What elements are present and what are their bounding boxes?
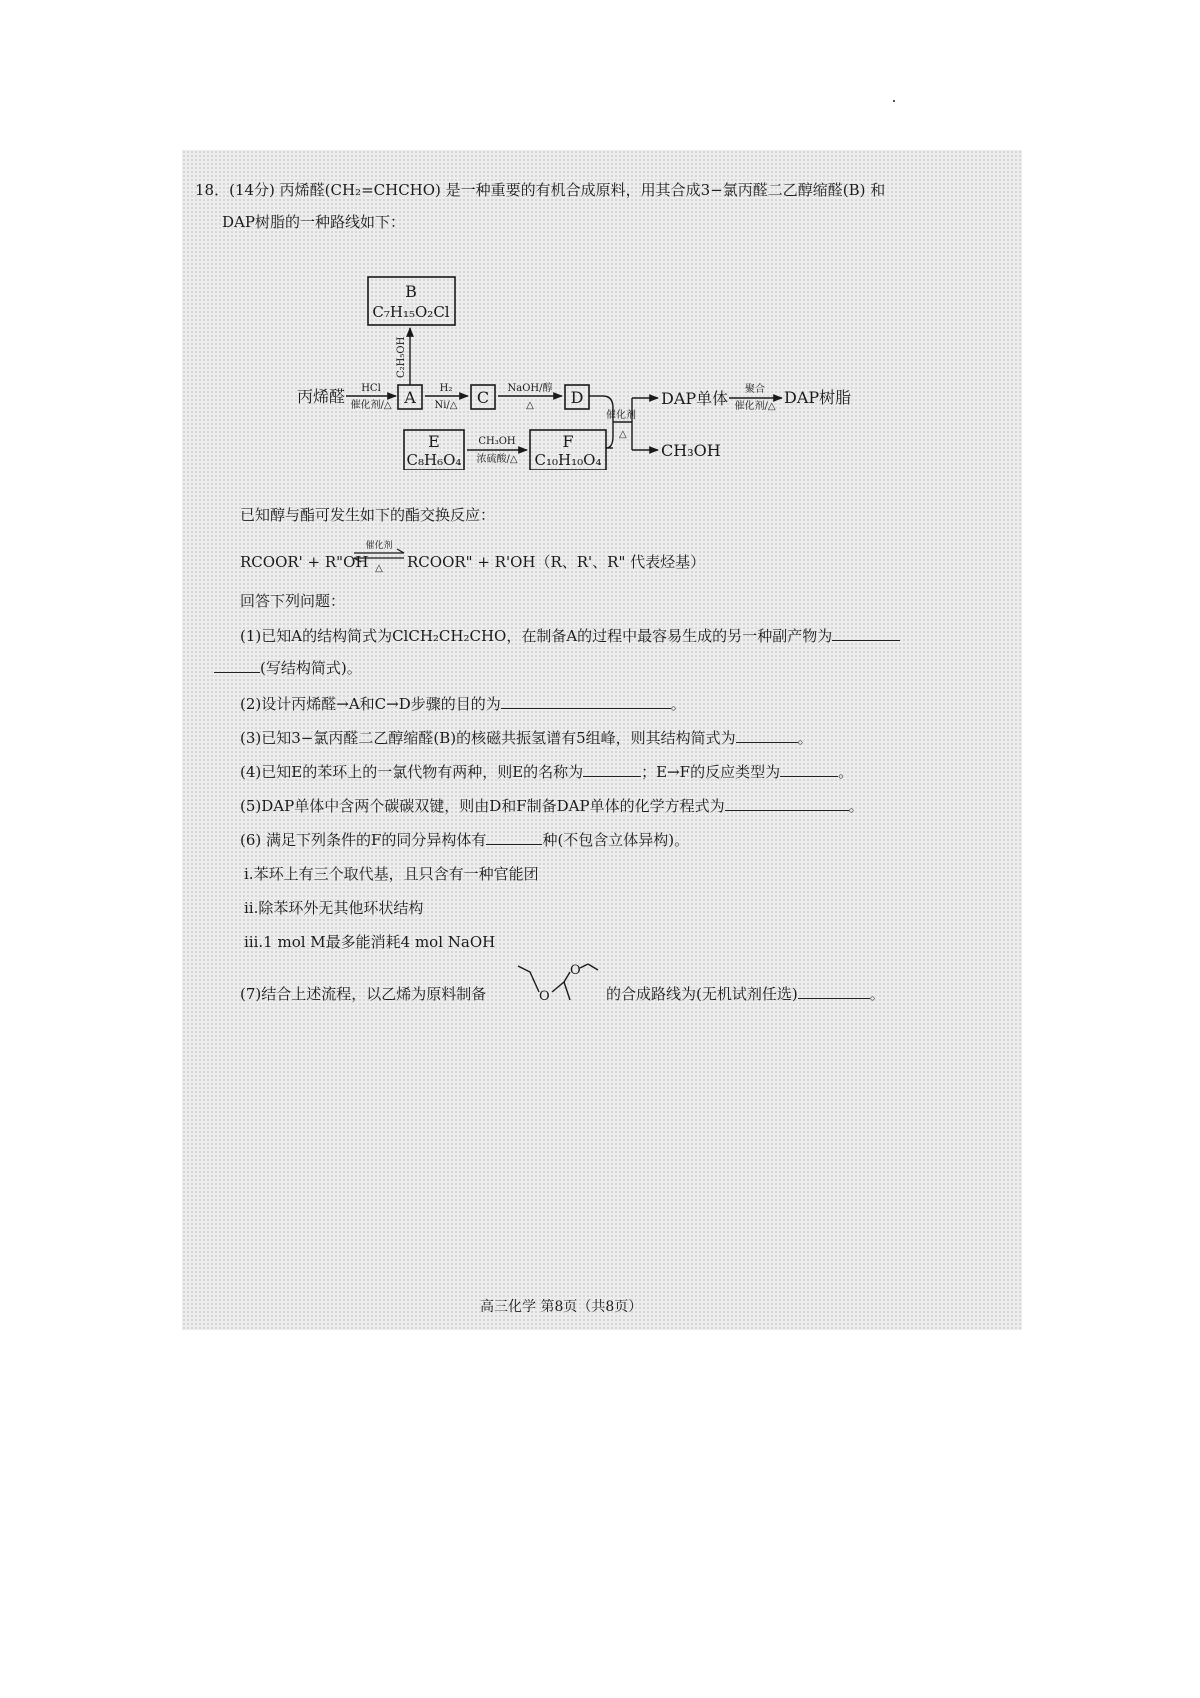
q4-answer-blank-1[interactable]: [583, 762, 641, 777]
q1-line: [240, 626, 900, 646]
q6-end: 种(不包含立体异构)。: [542, 831, 690, 849]
q4-answer-blank-2[interactable]: [780, 762, 838, 777]
f-label: F: [562, 432, 574, 451]
condition-heat-1: △: [526, 400, 534, 411]
condition-heat-2: △: [619, 429, 627, 440]
q2-line: [240, 694, 686, 714]
q1-answer-blank-cont[interactable]: [214, 658, 260, 673]
q7-text: (7)结合上述流程，以乙烯为原料制备: [240, 985, 487, 1003]
condition-2: ⅱ.除苯环外无其他环状结构: [244, 899, 424, 917]
q3-answer-blank[interactable]: [736, 728, 798, 743]
reagent-polymerize: 聚合: [745, 384, 765, 395]
target-molecule: [512, 960, 602, 1008]
q3-line: [240, 728, 813, 748]
q2-end: 。: [670, 695, 686, 713]
eq-catalyst: 催化剂: [365, 541, 393, 551]
question-line-1: 18．(14分) 丙烯醛(CH₂=CHCHO) 是一种重要的有机合成原料，用其合成3−氯丙醛二乙醇缩醛(B) 和: [195, 181, 886, 199]
q7-line-after: [606, 984, 885, 1004]
b-label: B: [405, 282, 417, 301]
q5-answer-blank[interactable]: [725, 796, 849, 811]
reagent-h2: H₂: [439, 383, 453, 394]
e-formula: C₈H₆O₄: [406, 451, 462, 469]
page-footer: 高三化学 第8页（共8页）: [480, 1299, 643, 1315]
reagent-c2h5oh: C₂H₅OH: [396, 336, 407, 378]
q3-text: (3)已知3−氯丙醛二乙醇缩醛(B)的核磁共振氢谱有5组峰，则其结构简式为: [240, 729, 736, 747]
q1-answer-blank[interactable]: [832, 626, 900, 641]
f-formula: C₁₀H₁₀O₄: [534, 451, 602, 469]
q2-text: (2)设计丙烯醛→A和C→D步骤的目的为: [240, 695, 501, 713]
q6-answer-blank[interactable]: [486, 830, 542, 845]
equation-right: RCOOR" + R'OH（R、R'、R" 代表烃基）: [407, 553, 706, 571]
q7-after: 的合成路线为(无机试剂任选): [606, 985, 798, 1003]
synthesis-scheme: [0, 0, 1200, 470]
d-label: D: [570, 388, 584, 407]
start-acrolein: 丙烯醛: [297, 387, 346, 406]
reagent-hcl: HCl: [361, 383, 381, 394]
byproduct-ch3oh: CH₃OH: [661, 441, 721, 460]
molecule-o2: O: [570, 963, 581, 978]
q4-text: (4)已知E的苯环上的一氯代物有两种，则E的名称为: [240, 763, 584, 781]
known-intro: 已知醇与酯可发生如下的酯交换反应：: [240, 506, 496, 524]
condition-cat-2: 催化剂: [606, 410, 636, 421]
equation-left: RCOOR' + R"OH: [240, 553, 369, 571]
prompt: 回答下列问题：: [240, 592, 346, 610]
e-label: E: [428, 432, 440, 451]
q5-line: [240, 796, 864, 816]
q6-line: [240, 830, 689, 850]
condition-3: ⅲ.1 mol M最多能消耗4 mol NaOH: [244, 933, 496, 951]
b-formula: C₇H₁₅O₂Cl: [372, 303, 450, 321]
equilibrium-arrow: [352, 538, 406, 574]
condition-conc-h2so4: 浓硫酸/△: [476, 454, 518, 465]
question-line-2: DAP树脂的一种路线如下：: [222, 213, 405, 231]
q7-answer-blank[interactable]: [798, 984, 870, 999]
condition-cat-heat-1: 催化剂/△: [350, 400, 392, 411]
q1-text: (1)已知A的结构简式为ClCH₂CH₂CHO，在制备A的过程中最容易生成的另一种副产物为: [240, 627, 833, 645]
q1-line-2: [214, 658, 362, 678]
molecule-o1: O: [539, 989, 550, 1004]
dap-monomer: DAP单体: [661, 389, 729, 408]
c-label: C: [476, 388, 490, 407]
eq-heat: △: [375, 563, 383, 574]
condition-1: ⅰ.苯环上有三个取代基，且只含有一种官能团: [244, 865, 539, 883]
q1-tail: (写结构简式)。: [260, 659, 362, 677]
q5-text: (5)DAP单体中含两个碳碳双键，则由D和F制备DAP单体的化学方程式为: [240, 797, 725, 815]
q7-end: 。: [869, 985, 885, 1003]
condition-cat-heat-2: 催化剂/△: [734, 401, 776, 412]
q5-end: 。: [848, 797, 864, 815]
q3-end: 。: [797, 729, 813, 747]
dap-resin: DAP树脂: [784, 388, 852, 407]
q4-line: [240, 762, 853, 782]
q4-end: 。: [838, 763, 854, 781]
q2-answer-blank[interactable]: [501, 694, 671, 709]
condition-ni-heat: Ni/△: [434, 400, 458, 411]
q6-text: (6) 满足下列条件的F的同分异构体有: [240, 831, 487, 849]
a-label: A: [404, 388, 416, 407]
q4-mid: ；E→F的反应类型为: [641, 763, 781, 781]
reagent-ch3oh: CH₃OH: [478, 436, 516, 447]
bracket-curve: [603, 396, 613, 448]
reagent-naoh: NaOH/醇: [507, 383, 553, 394]
